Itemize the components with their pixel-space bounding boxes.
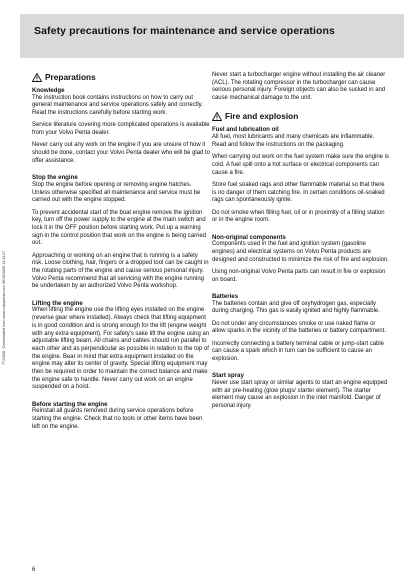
subheading-lifting: Lifting the engine xyxy=(32,299,83,307)
subheading-stop-engine: Stop the engine xyxy=(32,174,78,182)
paragraph: Never use start spray or similar agents to start an engine equipped with air pre-heating (glow plugs/ starter element). The starter element may cause an explosion in the inlet manifold. Danger of personal injury. xyxy=(212,380,388,410)
paragraph: When carrying out work on the fuel system make sure the engine is cold. A fuel spill onto a hot surface or electrical components can cause a fire. xyxy=(212,154,389,176)
paragraph: The batteries contain and give off oxyhydrogen gas, especially during charging. This gas is easily ignited and highly flammable. xyxy=(212,300,380,315)
subheading-batteries: Batteries xyxy=(212,292,239,300)
section-title: Fire and explosion xyxy=(225,111,299,122)
right-column xyxy=(212,72,390,415)
paragraph: Stop the engine before opening or removing engine hatches. Unless otherwise specified all maintenance and service must be carried out with the engine stopped. xyxy=(32,181,201,204)
paragraph: Reinstall all guards removed during service operations before starting the engine. Check that no tools or other items have been left on the engine. xyxy=(32,408,203,430)
left-column xyxy=(32,72,210,436)
paragraph: To prevent accidental start of the boat engine remove the ignition key, turn off the power supply to the engine at the main switch and lock it in the OFF position before starting work. Put up a warning sign in the control position that work on the engine is being carried out. xyxy=(32,209,206,247)
paragraph: Do not smoke when filling fuel, oil or in proximity of a filling station or in the engine room. xyxy=(212,209,385,224)
warning-icon xyxy=(212,112,222,121)
paragraph: Never start a turbocharger engine without installing the air cleaner (ACL). The rotating compressor in the turbocharger can cause serious personal injury. Foreign objects can also be sucked in and cause mechanical damage to the unit. xyxy=(212,72,386,102)
paragraph: Incorrectly connecting a battery terminal cable or jump-start cable can cause a spark which in turn can be sufficient to cause an explosion. xyxy=(212,340,384,363)
paragraph: Service literature covering more complicated operations is available from your Volvo Penta dealer. xyxy=(32,122,210,137)
section-fire-explosion xyxy=(212,111,390,121)
paragraph: All fuel, most lubricants and many chemicals are inflammable. Read and follow the instructions on the packaging. xyxy=(212,134,375,148)
paragraph: When lifting the engine use the lifting eyes installed on the engine (reverse gear where installed). Always check that lifting equipment is in good condition and is strong enough for the lift (engine weight with any extra equipment). For safety's sake lift the engine using an adjustable lifting beam. All chains and cables should run parallel to each other and as perpendicular as possible in relation to the top of the engine. Bear in mind that extra equipment installed on the engine may alter its center of gravity. Special lifting equipment may then be required in order to maintain the correct balance and make the engine safe to handle. Never carry out work on an engine suspended on a hoist. xyxy=(32,307,210,391)
warning-icon xyxy=(32,73,42,82)
download-watermark: 7741508 · Downloaded from www.volvopenta.com 06/10/2009 13:14:27 xyxy=(2,250,6,365)
subheading-non-original: Non-original components xyxy=(212,233,286,241)
subheading-before-starting: Before starting the engine xyxy=(32,400,108,408)
paragraph: Store fuel soaked rags and other flammable material so that there is no danger of them catching fire. In certain conditions oil-soaked rags can spontaneously ignite. xyxy=(212,181,385,204)
paragraph: The instruction book contains instructions on how to carry out general maintenance and service operations safely and correctly. Read the instructions carefully before starting work. xyxy=(32,94,203,117)
section-title: Preparations xyxy=(45,72,96,82)
paragraph: Components used in the fuel and ignition system (gasoline engines) and electrical systems on Volvo Penta products are designed and constructed to minimize the risk of fire and explosion. xyxy=(212,241,389,263)
subheading-start-spray: Start spray xyxy=(212,372,244,380)
paragraph: Using non-original Volvo Penta parts can result in fire or explosion on board. xyxy=(212,268,386,283)
paragraph: Never carry out any work on the engine if you are unsure of how it should be done, contact your Volvo Penta dealer who will be glad to offer assistance. xyxy=(32,142,210,164)
subheading-knowledge: Knowledge xyxy=(32,87,65,94)
paragraph: Approaching or working on an engine that is running is a safety risk. Loose clothing, hair, fingers or a dropped tool can be caught in the rotating parts of the engine and cause serious personal injury. Volvo Penta recommend that all servicing with the engine running be undertaken by an authorized Volvo Penta workshop. xyxy=(32,252,209,290)
section-preparations xyxy=(32,72,210,82)
page-number: 6 xyxy=(32,567,36,573)
subheading-fuel: Fuel and lubrication oil xyxy=(212,126,279,134)
paragraph: Do not under any circumstances smoke or use naked flame or allow sparks in the vicinity of the batteries or battery compartment. xyxy=(212,320,386,335)
header-bar xyxy=(20,14,404,58)
page-title: Safety precautions for maintenance and service operations xyxy=(34,25,335,37)
